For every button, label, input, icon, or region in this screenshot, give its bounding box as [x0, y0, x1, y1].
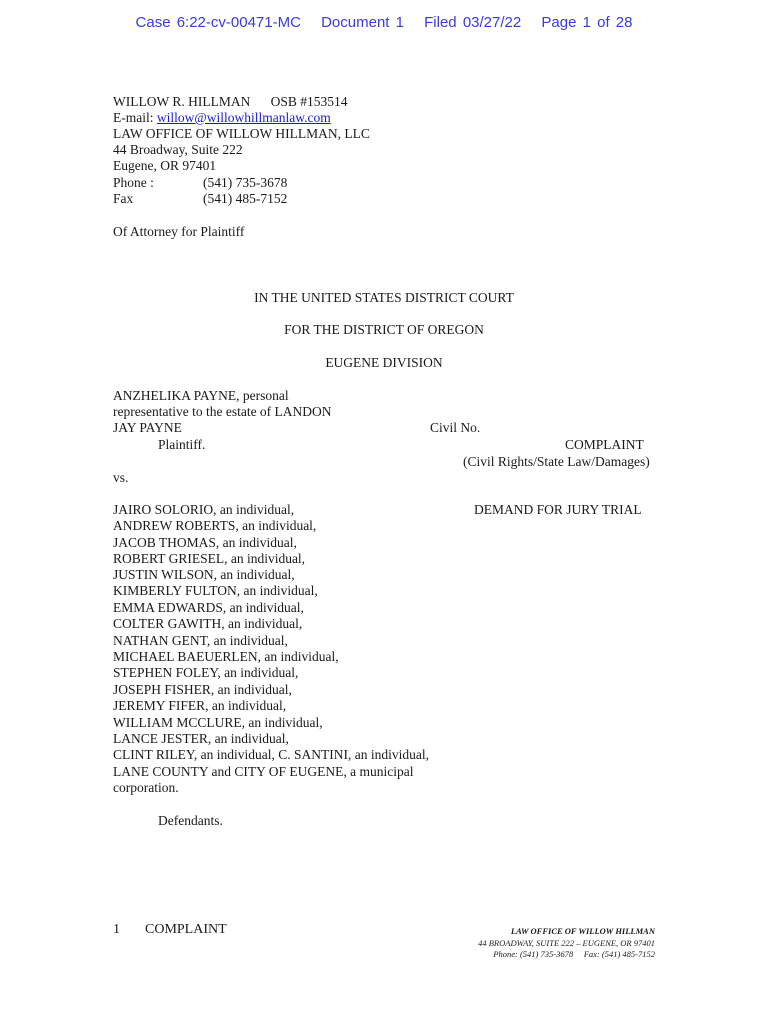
- plaintiff-label: Plaintiff.: [158, 437, 206, 452]
- fax-label: Fax: [113, 191, 134, 206]
- document-number: Document 1: [321, 14, 404, 31]
- email-link[interactable]: willow@willowhillmanlaw.com: [156, 110, 331, 125]
- plaintiff-line: representative to the estate of LANDON: [113, 404, 332, 419]
- defendant-line: LANCE JESTER, an individual,: [113, 731, 289, 746]
- plaintiff-line: JAY PAYNE: [113, 420, 182, 435]
- court-name: IN THE UNITED STATES DISTRICT COURT: [254, 290, 514, 305]
- defendants-label: Defendants.: [158, 813, 223, 828]
- complaint-subtitle: (Civil Rights/State Law/Damages): [463, 454, 650, 469]
- defendant-line: CLINT RILEY, an individual, C. SANTINI, an individual,: [113, 747, 429, 762]
- firm-name: LAW OFFICE OF WILLOW HILLMAN, LLC: [113, 126, 370, 141]
- page-count: Page 1 of 28: [541, 14, 633, 31]
- footer-contact: Phone: (541) 735-3678 Fax: (541) 485-7152: [493, 949, 655, 959]
- footer-title: COMPLAINT: [145, 922, 227, 937]
- defendant-line: corporation.: [113, 780, 179, 795]
- footer-address: 44 BROADWAY, SUITE 222 – EUGENE, OR 97401: [478, 938, 655, 948]
- defendant-line: STEPHEN FOLEY, an individual,: [113, 665, 299, 680]
- ecf-header: [0, 14, 768, 31]
- fax-line: [113, 191, 287, 207]
- fax-number: (541) 485-7152: [203, 191, 288, 206]
- civil-number: Civil No.: [430, 420, 481, 435]
- attorney-name: WILLOW R. HILLMAN OSB #153514: [113, 94, 348, 109]
- phone-number: (541) 735-3678: [203, 175, 288, 190]
- defendant-line: EMMA EDWARDS, an individual,: [113, 600, 304, 615]
- defendant-line: NATHAN GENT, an individual,: [113, 633, 288, 648]
- case-number: Case 6:22-cv-00471-MC: [135, 14, 301, 31]
- defendant-line: JOSEPH FISHER, an individual,: [113, 682, 292, 697]
- defendant-line: ANDREW ROBERTS, an individual,: [113, 518, 317, 533]
- jury-demand: DEMAND FOR JURY TRIAL: [474, 502, 642, 517]
- versus: vs.: [113, 470, 129, 485]
- attorney-email-line: [113, 110, 331, 126]
- defendant-line: JEREMY FIFER, an individual,: [113, 698, 287, 713]
- defendant-line: COLTER GAWITH, an individual,: [113, 616, 303, 631]
- address-line-1: 44 Broadway, Suite 222: [113, 142, 243, 157]
- defendant-line: JAIRO SOLORIO, an individual,: [113, 502, 295, 517]
- defendant-line: JACOB THOMAS, an individual,: [113, 535, 297, 550]
- complaint-title: COMPLAINT: [565, 437, 644, 452]
- court-division: EUGENE DIVISION: [325, 355, 443, 370]
- phone-line: [113, 175, 287, 191]
- defendant-line: ROBERT GRIESEL, an individual,: [113, 551, 306, 566]
- page-number: 1: [113, 922, 120, 937]
- defendant-line: LANE COUNTY and CITY OF EUGENE, a municipal: [113, 764, 414, 779]
- filed-date: Filed 03/27/22: [424, 14, 522, 31]
- address-line-2: Eugene, OR 97401: [113, 158, 217, 173]
- defendant-line: MICHAEL BAEUERLEN, an individual,: [113, 649, 339, 664]
- defendant-line: KIMBERLY FULTON, an individual,: [113, 583, 318, 598]
- court-district: FOR THE DISTRICT OF OREGON: [284, 322, 484, 337]
- defendant-line: WILLIAM MCCLURE, an individual,: [113, 715, 323, 730]
- phone-label: Phone :: [113, 175, 154, 190]
- defendant-line: JUSTIN WILSON, an individual,: [113, 567, 295, 582]
- attorney-role: Of Attorney for Plaintiff: [113, 224, 245, 239]
- footer-firm: LAW OFFICE OF WILLOW HILLMAN: [510, 926, 655, 936]
- email-label: E-mail:: [113, 110, 157, 125]
- plaintiff-line: ANZHELIKA PAYNE, personal: [113, 388, 289, 403]
